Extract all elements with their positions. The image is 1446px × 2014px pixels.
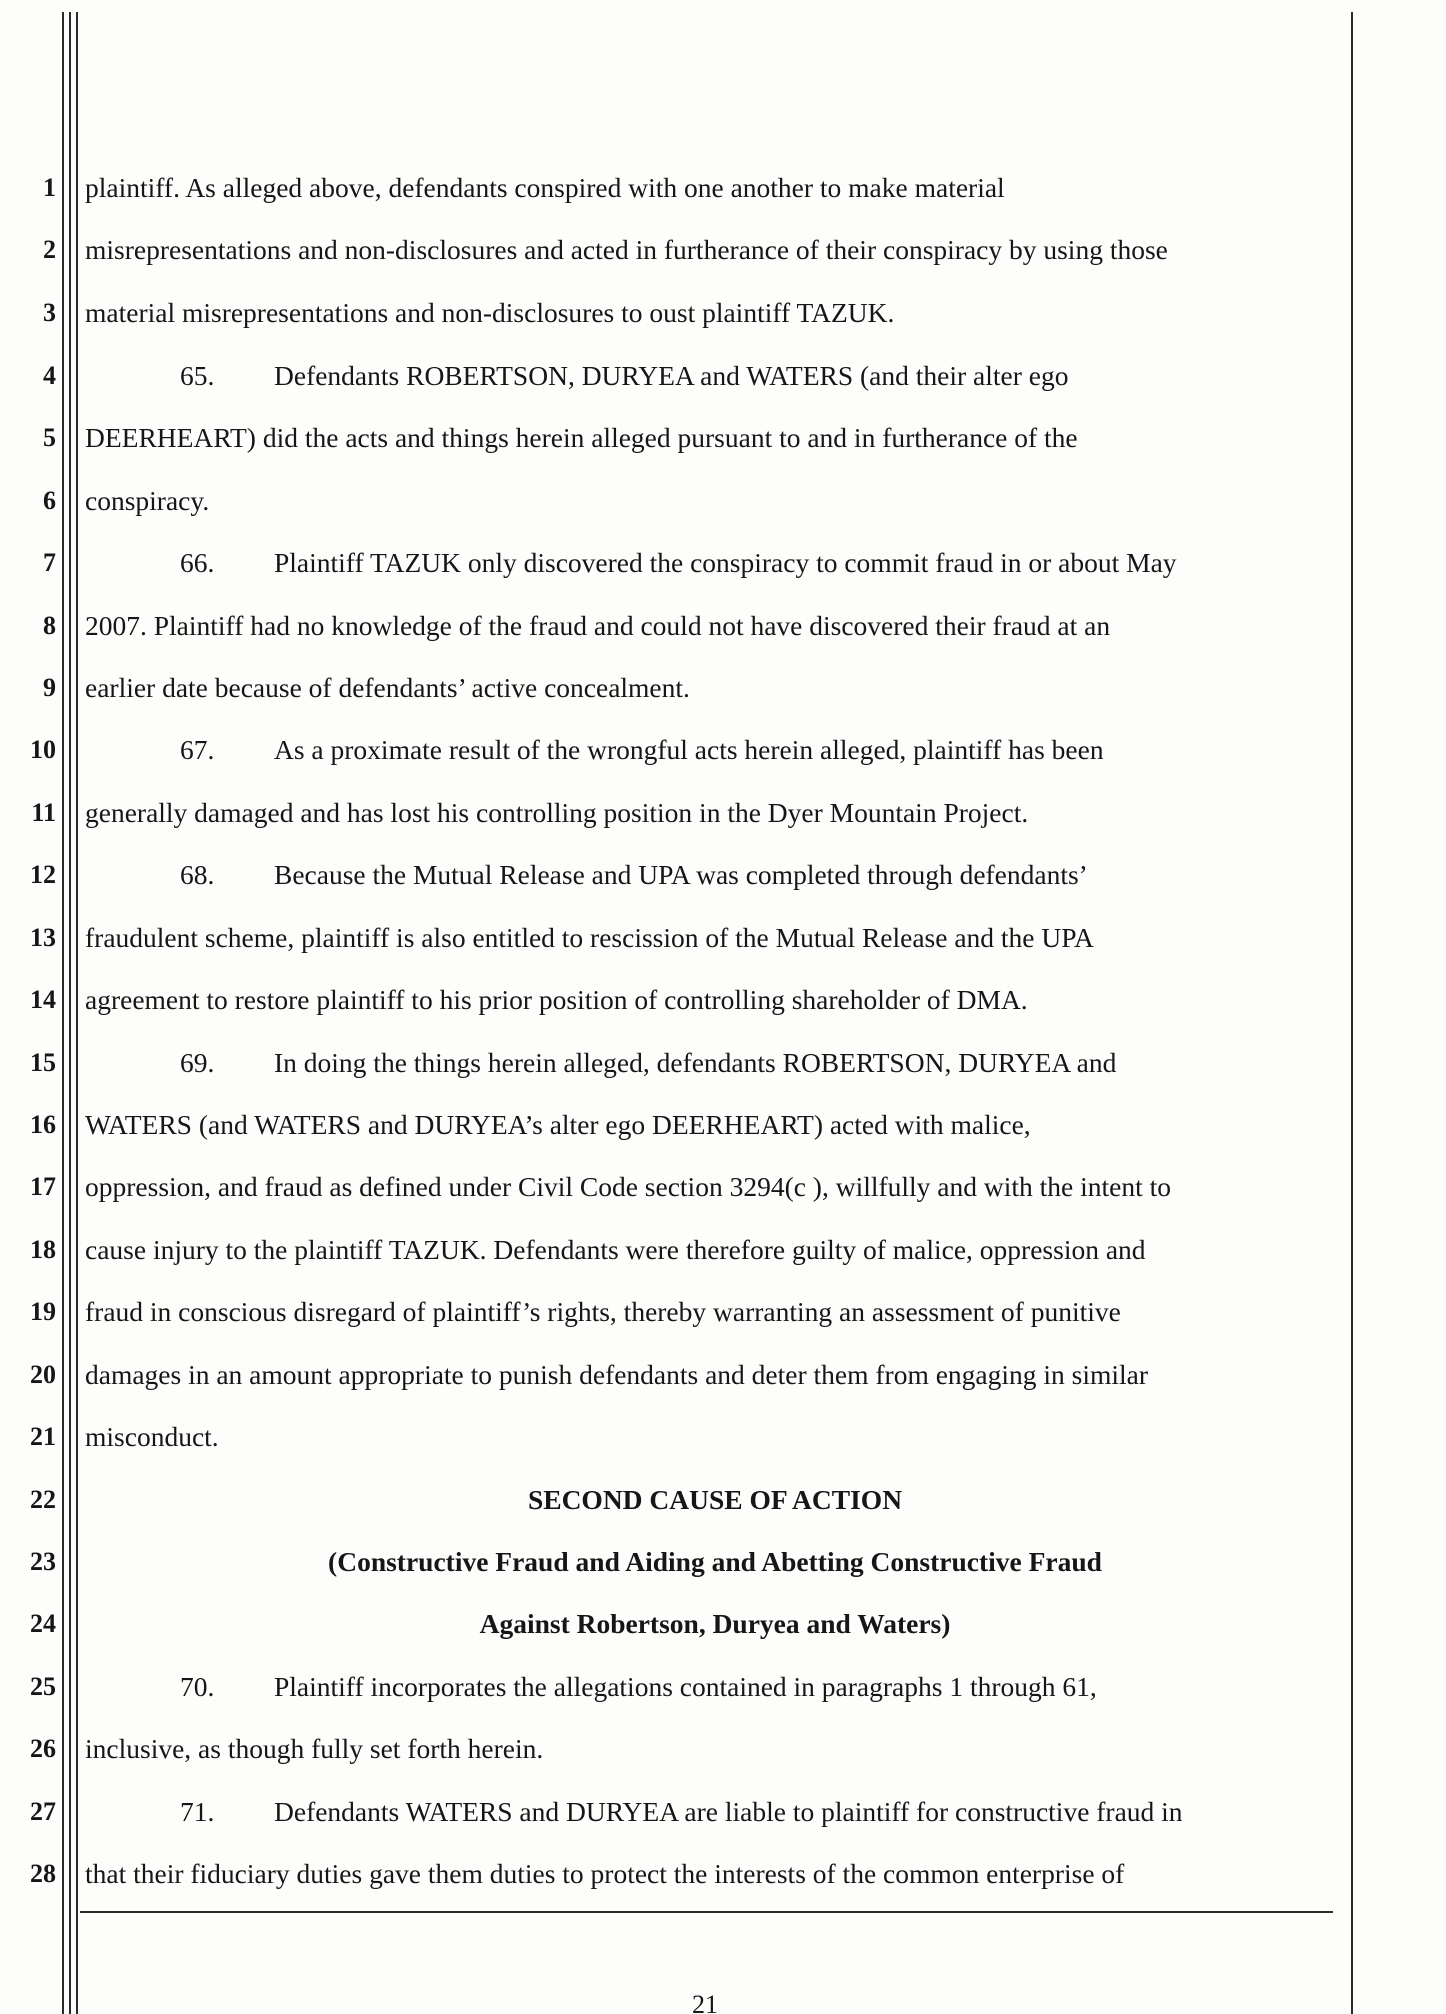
line-number: 1 bbox=[43, 173, 56, 202]
line-number: 20 bbox=[30, 1360, 56, 1389]
line-number: 11 bbox=[31, 798, 56, 827]
footer-rule bbox=[80, 1911, 1333, 1913]
line-number: 19 bbox=[30, 1297, 56, 1326]
right-margin-rule bbox=[1351, 12, 1353, 2014]
paragraph-number: 71. bbox=[180, 1796, 215, 1827]
paragraph-start-line bbox=[180, 1043, 1440, 1083]
line-number: 18 bbox=[30, 1235, 56, 1264]
line-number: 8 bbox=[43, 611, 56, 640]
body-text-line: damages in an amount appropriate to punish defendants and deter them from engaging in similar bbox=[85, 1359, 1149, 1390]
line-number: 23 bbox=[30, 1547, 56, 1576]
body-text: Plaintiff incorporates the allegations contained in paragraphs 1 through 61, bbox=[274, 1671, 1097, 1702]
paragraph-start-line bbox=[180, 1792, 1440, 1832]
body-text: Defendants ROBERTSON, DURYEA and WATERS (and their alter ego bbox=[274, 360, 1069, 391]
section-subheading: (Constructive Fraud and Aiding and Abetting Constructive Fraud bbox=[328, 1546, 1102, 1577]
line-number: 10 bbox=[30, 735, 56, 764]
line-number: 13 bbox=[30, 923, 56, 952]
line-number: 5 bbox=[43, 423, 56, 452]
line-number: 12 bbox=[30, 860, 56, 889]
line-number: 2 bbox=[43, 235, 56, 264]
body-text: Because the Mutual Release and UPA was completed through defendants’ bbox=[274, 859, 1088, 890]
paragraph-number: 69. bbox=[180, 1047, 215, 1078]
line-number: 14 bbox=[30, 985, 56, 1014]
line-number: 15 bbox=[30, 1048, 56, 1077]
paragraph-start-line bbox=[180, 356, 1440, 396]
paragraph-start-line bbox=[180, 543, 1440, 583]
paragraph-start-line bbox=[180, 1667, 1440, 1707]
body-text: Plaintiff TAZUK only discovered the conspiracy to commit fraud in or about May bbox=[274, 547, 1177, 578]
section-subheading: Against Robertson, Duryea and Waters) bbox=[479, 1608, 951, 1639]
line-number: 25 bbox=[30, 1672, 56, 1701]
body-text-line: generally damaged and has lost his controlling position in the Dyer Mountain Project. bbox=[85, 797, 1029, 828]
paragraph-start-line bbox=[180, 730, 1440, 770]
left-margin-rule bbox=[69, 12, 71, 2014]
body-text-line: earlier date because of defendants’ active concealment. bbox=[85, 672, 690, 703]
line-number: 6 bbox=[43, 486, 56, 515]
paragraph-start-line bbox=[180, 855, 1440, 895]
body-text-line: fraud in conscious disregard of plaintiff’s rights, thereby warranting an assessment of punitive bbox=[85, 1296, 1121, 1327]
line-number: 16 bbox=[30, 1110, 56, 1139]
body-text-line: 2007. Plaintiff had no knowledge of the fraud and could not have discovered their fraud at an bbox=[85, 610, 1111, 641]
body-text-line: fraudulent scheme, plaintiff is also entitled to rescission of the Mutual Release and the UPA bbox=[85, 922, 1094, 953]
body-text-line: plaintiff. As alleged above, defendants conspired with one another to make material bbox=[85, 172, 1005, 203]
line-number: 26 bbox=[30, 1734, 56, 1763]
body-text-line: inclusive, as though fully set forth herein. bbox=[85, 1733, 544, 1764]
line-number: 22 bbox=[30, 1485, 56, 1514]
body-text: As a proximate result of the wrongful acts herein alleged, plaintiff has been bbox=[274, 734, 1104, 765]
body-text: Defendants WATERS and DURYEA are liable to plaintiff for constructive fraud in bbox=[274, 1796, 1183, 1827]
line-number: 3 bbox=[43, 298, 56, 327]
line-number: 21 bbox=[30, 1422, 56, 1451]
paragraph-number: 66. bbox=[180, 547, 215, 578]
line-number: 4 bbox=[43, 361, 56, 390]
paragraph-number: 67. bbox=[180, 734, 215, 765]
paragraph-number: 70. bbox=[180, 1671, 215, 1702]
paragraph-number: 68. bbox=[180, 859, 215, 890]
line-number: 24 bbox=[30, 1609, 56, 1638]
body-text-line: DEERHEART) did the acts and things herein alleged pursuant to and in furtherance of the bbox=[85, 422, 1078, 453]
line-number: 28 bbox=[30, 1859, 56, 1888]
body-text-line: that their fiduciary duties gave them duties to protect the interests of the common enterprise of bbox=[85, 1858, 1125, 1889]
body-text-line: conspiracy. bbox=[85, 485, 210, 516]
paragraph-number: 65. bbox=[180, 360, 215, 391]
line-number: 7 bbox=[43, 548, 56, 577]
body-text-line: misconduct. bbox=[85, 1421, 219, 1452]
left-margin-rule bbox=[76, 12, 78, 2014]
body-text-line: cause injury to the plaintiff TAZUK. Defendants were therefore guilty of malice, oppression and bbox=[85, 1234, 1146, 1265]
page-number: 21 bbox=[692, 1990, 718, 2014]
left-margin-rule bbox=[62, 12, 64, 2014]
body-text-line: WATERS (and WATERS and DURYEA’s alter ego DEERHEART) acted with malice, bbox=[85, 1109, 1031, 1140]
body-text: In doing the things herein alleged, defendants ROBERTSON, DURYEA and bbox=[274, 1047, 1117, 1078]
body-text-line: misrepresentations and non-disclosures and acted in furtherance of their conspiracy by using those bbox=[85, 234, 1168, 265]
line-number: 9 bbox=[43, 673, 56, 702]
body-text-line: material misrepresentations and non-disclosures to oust plaintiff TAZUK. bbox=[85, 297, 895, 328]
line-number: 17 bbox=[30, 1172, 56, 1201]
body-text-line: agreement to restore plaintiff to his prior position of controlling shareholder of DMA. bbox=[85, 984, 1028, 1015]
body-text-line: oppression, and fraud as defined under Civil Code section 3294(c ), willfully and with the intent to bbox=[85, 1171, 1172, 1202]
section-heading: SECOND CAUSE OF ACTION bbox=[527, 1484, 903, 1515]
line-number: 27 bbox=[30, 1797, 56, 1826]
